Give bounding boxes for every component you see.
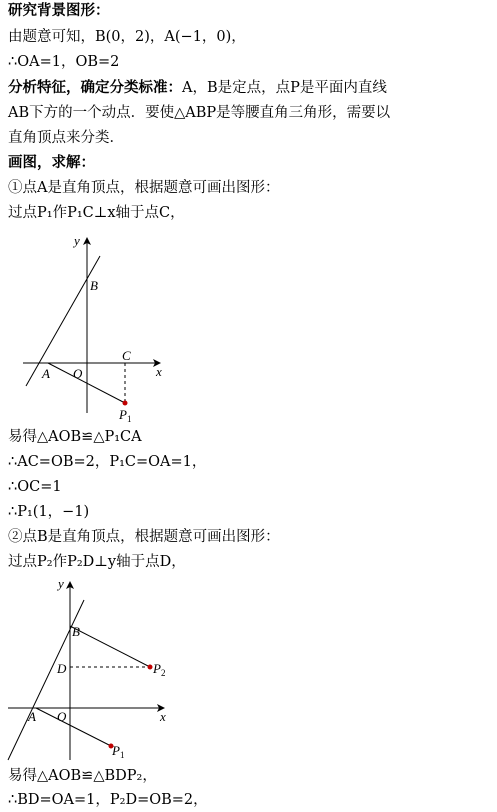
label-x: x <box>160 709 166 724</box>
case-1-construction: 过点P₁作P₁C⊥x轴于点C， <box>8 205 185 221</box>
congruence-2: 易得△AOB≌△BDP₂， <box>8 768 157 784</box>
case-2-construction: 过点P₂作P₂D⊥y轴于点D， <box>8 554 186 570</box>
figure-case-2 <box>0 574 180 764</box>
analysis-line-1 <box>8 78 387 98</box>
label-c: C <box>122 348 131 363</box>
given-lengths: ∴OA=1，OB=2 <box>8 54 120 70</box>
label-y: y <box>58 576 64 591</box>
label-p2: $P_2$ <box>153 661 166 678</box>
given-coordinates: 由题意可知，B(0，2)，A(−1，0)， <box>8 29 246 45</box>
label-o: O <box>73 366 83 381</box>
label-b: B <box>72 624 80 639</box>
congruence-1: 易得△AOB≌△P₁CA <box>8 429 142 445</box>
case-2-heading: ②点B是直角顶点，根据题意可画出图形： <box>8 529 280 545</box>
lengths-2: ∴BD=OA=1，P₂D=OB=2， <box>8 792 208 808</box>
label-p1: $P_1$ <box>119 407 132 424</box>
point-p2 <box>148 665 153 670</box>
lengths-1: ∴AC=OB=2，P₁C=OA=1， <box>8 454 207 470</box>
section-title-background: 研究背景图形： <box>8 2 110 19</box>
case-1-heading: ①点A是直角顶点，根据题意可画出图形： <box>8 180 280 196</box>
section-title-solve: 画图，求解： <box>8 154 95 171</box>
figure-case-1 <box>8 228 178 428</box>
analysis-text: A，B是定点，点P是平面内直线 <box>182 80 387 96</box>
segment-ap1 <box>36 708 111 746</box>
label-a: A <box>42 366 50 381</box>
label-p1: $P_1$ <box>112 743 125 760</box>
oc-length: ∴OC=1 <box>8 479 62 495</box>
analysis-line-2: AB下方的一个动点．要使△ABP是等腰直角三角形，需要以 <box>8 105 391 121</box>
analysis-line-3: 直角顶点来分类． <box>8 130 124 146</box>
p1-result: ∴P₁(1，−1) <box>8 504 90 520</box>
label-a: A <box>28 709 36 724</box>
point-p1 <box>123 401 128 406</box>
label-b: B <box>90 278 98 293</box>
label-o: O <box>57 709 67 724</box>
line-ab <box>26 256 100 386</box>
label-x: x <box>156 364 162 379</box>
segment-bp2 <box>70 626 150 667</box>
label-y: y <box>74 233 80 248</box>
label-d: D <box>57 661 67 676</box>
analysis-heading: 分析特征，确定分类标准： <box>8 79 182 96</box>
